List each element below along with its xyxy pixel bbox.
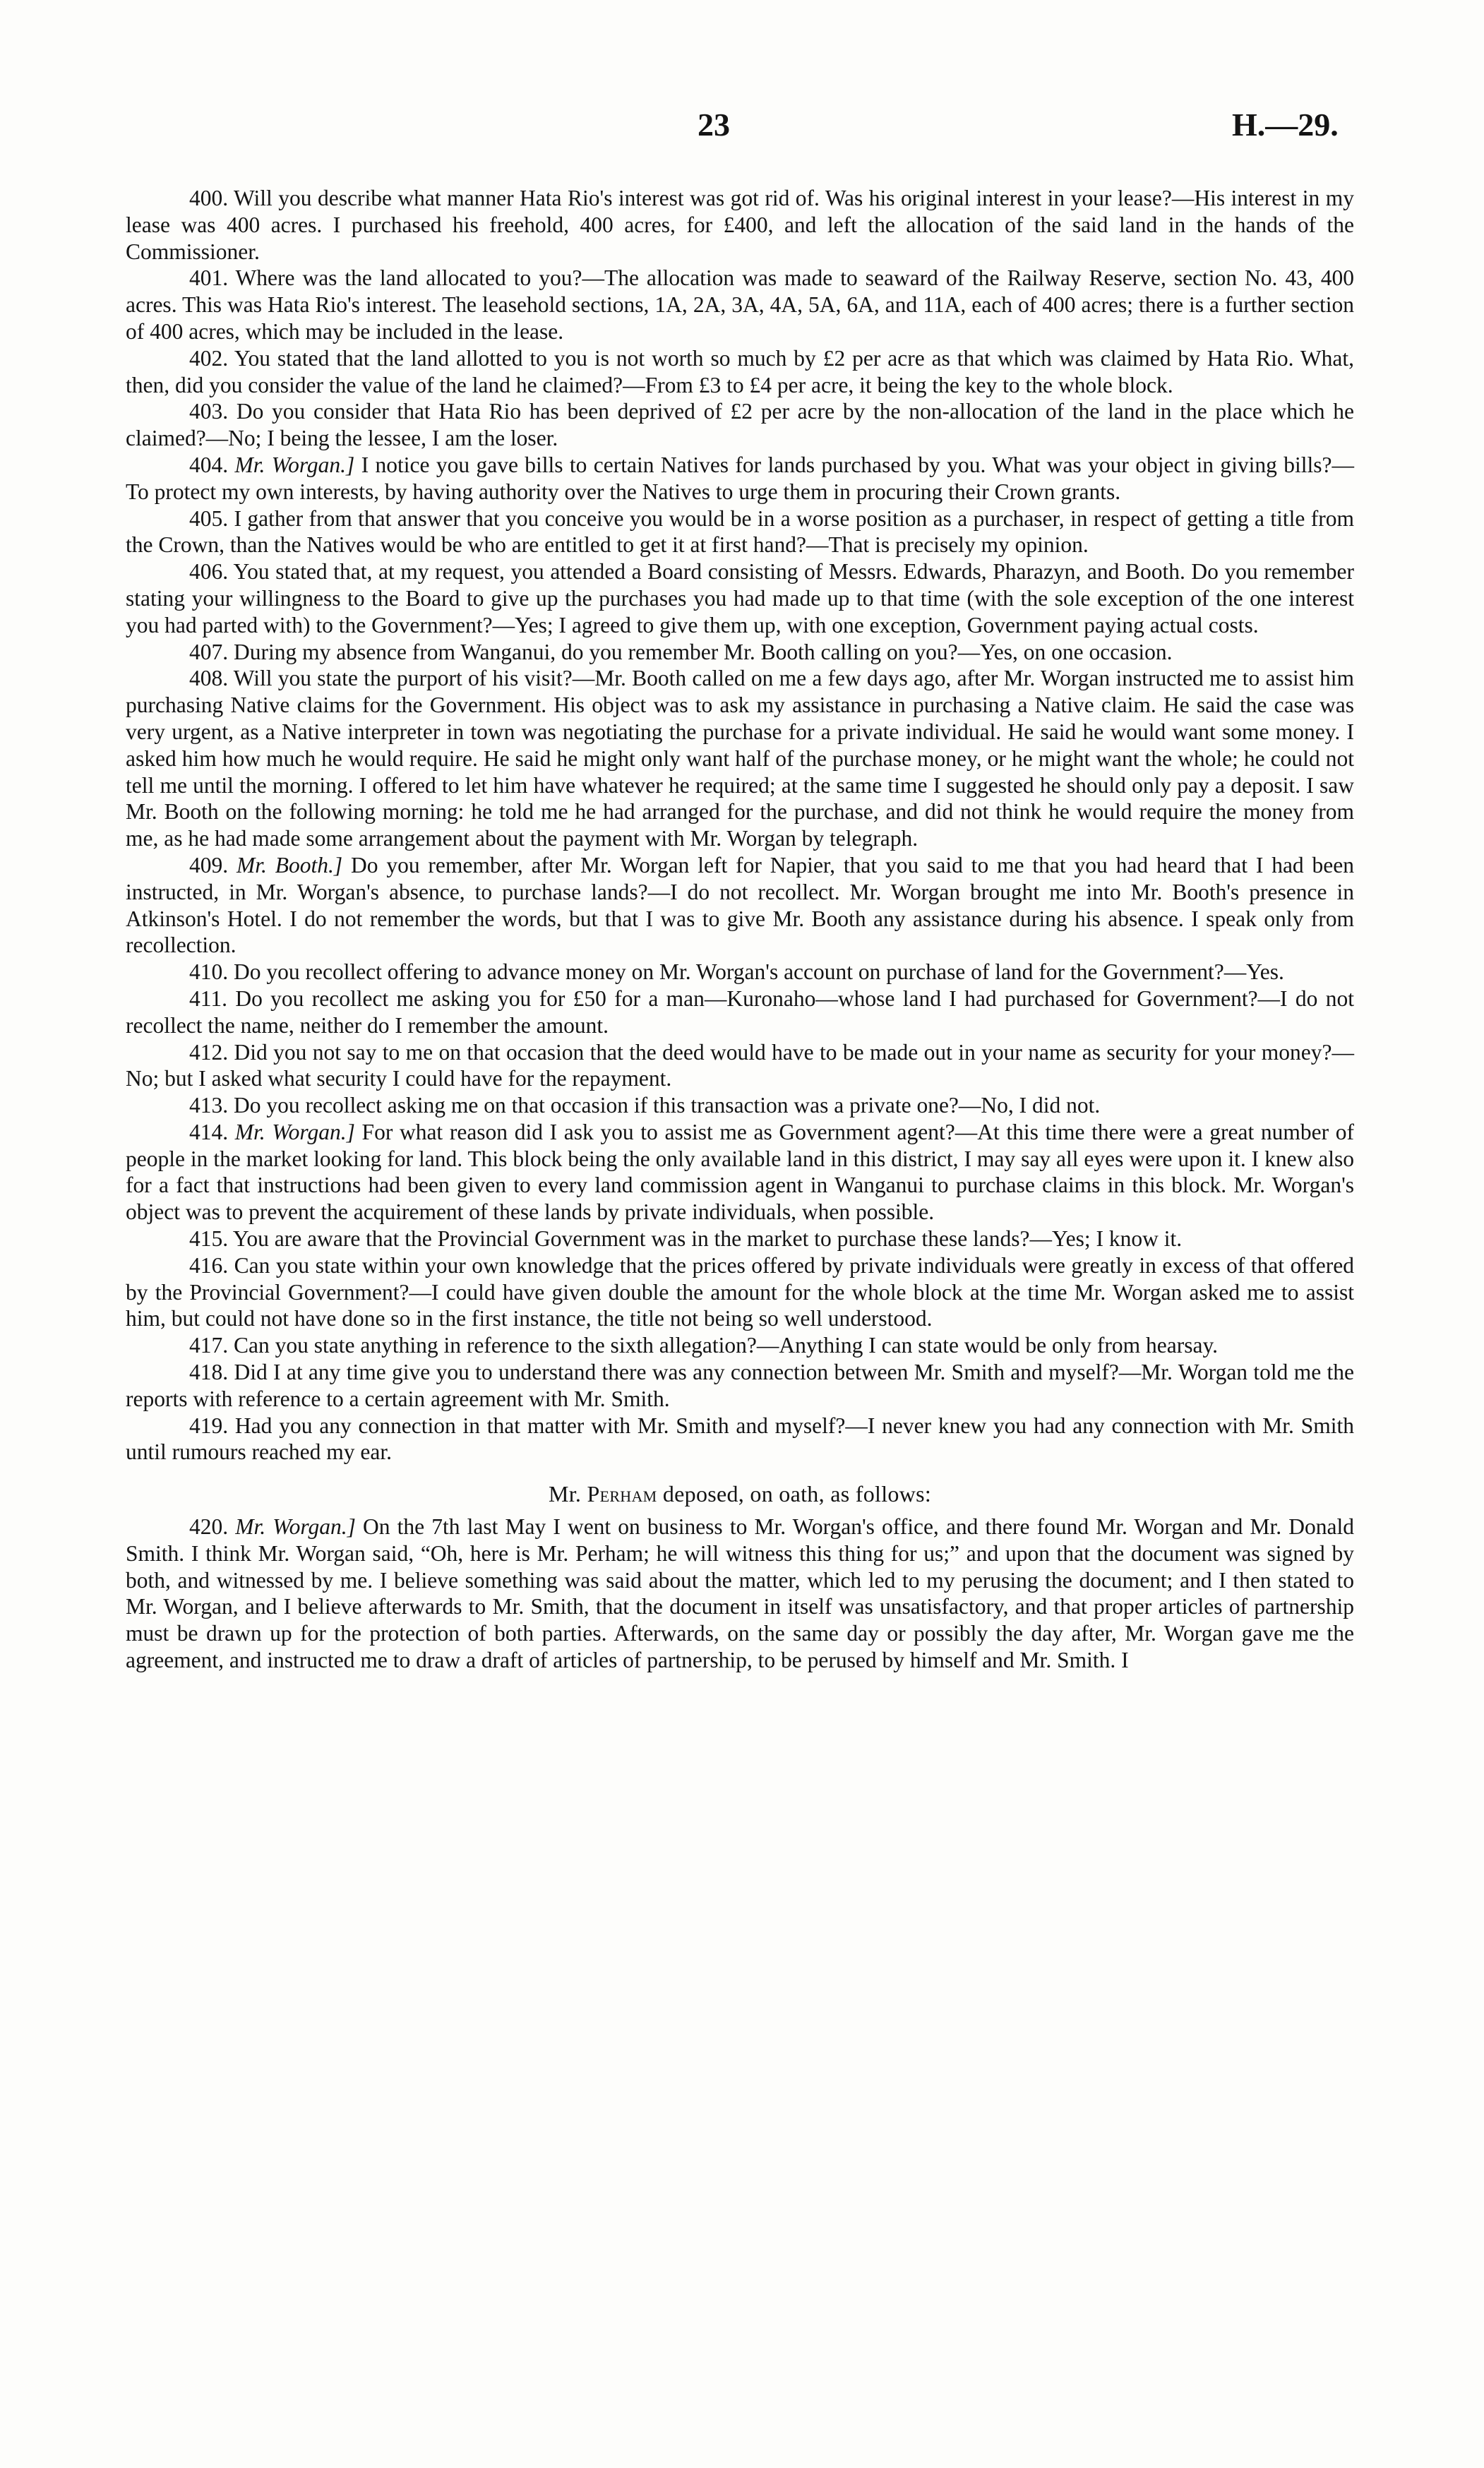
question-number: 405. <box>189 505 229 531</box>
paragraph-text: Do you recollect offering to advance money on Mr. Worgan's account on purchase of land for the Government?—Yes. <box>228 959 1284 985</box>
paragraph-408 <box>126 665 1354 852</box>
question-number: 407. <box>189 639 229 664</box>
question-number: 417. <box>189 1333 229 1358</box>
paragraph-403 <box>126 398 1354 452</box>
question-number: 416. <box>189 1252 229 1278</box>
paragraph-404 <box>126 452 1354 505</box>
paragraph-text: You are aware that the Provincial Government was in the market to purchase these lands?—Yes; I know it. <box>228 1226 1183 1252</box>
question-number: 402. <box>189 345 229 371</box>
paragraph-400 <box>126 185 1354 265</box>
paragraph-413 <box>126 1092 1354 1119</box>
question-number: 414. <box>189 1119 229 1144</box>
paragraph-text: Do you consider that Hata Rio has been deprived of £2 per acre by the non-allocation of the land in the place which he claimed?—No; I being the lessee, I am the loser. <box>126 399 1354 451</box>
paragraph-text: Where was the land allocated to you?—The allocation was made to seaward of the Railway Reserve, section No. 43, 400 acres. This was Hata Rio's interest. The leasehold sections, 1A, 2A, 3A, 4A, 5A, 6A, and 11A, each of 400 acres; there is a further section of 400 acres, which may be included in the lease. <box>126 265 1354 344</box>
paragraph-405 <box>126 505 1354 559</box>
paragraph-417 <box>126 1332 1354 1359</box>
paragraph-text: Did I at any time give you to understand there was any connection between Mr. Smith and myself?—Mr. Worgan told me the reports with reference to a certain agreement with Mr. Smith. <box>126 1360 1354 1411</box>
speaker: Mr. Booth.] <box>236 852 343 877</box>
speaker: Mr. Worgan.] <box>234 452 355 477</box>
section-heading <box>126 1481 1354 1508</box>
question-number: 400. <box>189 186 229 210</box>
paragraph-text: I gather from that answer that you conceive you would be in a worse position as a purchaser, in respect of getting a title from the Crown, than the Natives would be who are entitled to get it at first hand?—That is precisely my opinion. <box>126 505 1354 558</box>
paragraph-406 <box>126 558 1354 638</box>
paragraph-text: You stated that, at my request, you attended a Board consisting of Messrs. Edwards, Pharazyn, and Booth. Do you remember stating your willingness to the Board to give up the purchases you had made up to that time (with the sole exception of the one interest you had parted with) to the Government?—Yes; I agreed to give them up, with one exception, Government paying actual costs. <box>126 559 1354 637</box>
paragraph-text: Will you state the purport of his visit?—Mr. Booth called on me a few days ago, after Mr. Worgan instructed me to assist him purchasing Native claims for the Government. His object was to ask my assistance in purchasing a Native claim. He said the case was very urgent, as a Native interpreter in town was negotiating the purchase for a private individual. He said he would want some money. I asked him how much he would require. He said he might only want half of the purchase money, or he might want the whole; he could not tell me until the morning. I offered to let him have whatever he required; at the same time I suggested he should only pay a deposit. I saw Mr. Booth on the following morning: he told me he had arranged for the purchase, and did not think he would require the money from me, as he had made some arrangement about the payment with Mr. Worgan by telegraph. <box>126 666 1354 851</box>
paragraph-409 <box>126 852 1354 959</box>
paragraph-402 <box>126 345 1354 399</box>
question-number: 419. <box>189 1413 229 1438</box>
question-number: 406. <box>189 559 229 585</box>
paragraph-text: Had you any connection in that matter with Mr. Smith and myself?—I never knew you had any connection with Mr. Smith until rumours reached my ear. <box>126 1413 1354 1465</box>
question-number: 418. <box>189 1360 229 1385</box>
paragraph-415 <box>126 1226 1354 1252</box>
paragraph-416 <box>126 1252 1354 1332</box>
section-prefix: Mr. <box>548 1481 587 1507</box>
question-number: 404. <box>189 452 229 477</box>
page-number: 23 <box>698 107 730 143</box>
document-body <box>126 185 1354 1674</box>
paragraph-text: Can you state within your own knowledge that the prices offered by private individuals were greatly in excess of that offered by the Provincial Government?—I could have given double the amount for the whole block at the time Mr. Worgan asked me to assist him, but could not have done so in the first instance, the title not being so well understood. <box>126 1252 1354 1331</box>
paragraph-text: I notice you gave bills to certain Natives for lands purchased by you. What was your object in giving bills?—To protect my own interests, by having authority over the Natives to urge them in procuring their Crown grants. <box>126 452 1355 504</box>
question-number: 420. <box>189 1514 229 1540</box>
speaker: Mr. Worgan.] <box>234 1119 355 1144</box>
question-number: 412. <box>189 1039 229 1065</box>
paragraph-text: During my absence from Wanganui, do you remember Mr. Booth calling on you?—Yes, on one occasion. <box>228 639 1173 664</box>
question-number: 409. <box>189 852 229 877</box>
paragraph-text: Do you recollect me asking you for £50 for a man—Kuronaho—whose land I had purchased for Government?—I do not recollect the name, neither do I remember the amount. <box>126 986 1354 1038</box>
question-number: 413. <box>189 1093 229 1118</box>
question-number: 411. <box>189 986 227 1011</box>
paragraph-text: Do you recollect asking me on that occasion if this transaction was a private one?—No, I did not. <box>228 1093 1101 1118</box>
document-reference: H.—29. <box>1232 107 1339 143</box>
section-suffix: deposed, on oath, as follows: <box>657 1481 932 1507</box>
question-number: 415. <box>189 1226 229 1252</box>
paragraph-text: For what reason did I ask you to assist me as Government agent?—At this time there were a great number of people in the market looking for land. This block being the only available land in this district, I may say all eyes were upon it. I knew also for a fact that instructions had been given to every land commission agent in Wanganui to purchase claims in this block. Mr. Worgan's object was to prevent the acquirement of these lands by private individuals, when possible. <box>126 1119 1354 1225</box>
paragraph-text: On the 7th last May I went on business to Mr. Worgan's office, and there found Mr. Worgan and Mr. Donald Smith. I think Mr. Worgan said, “Oh, here is Mr. Perham; he will witness this thing for us;” and upon that the document was signed by both, and witnessed by me. I believe something was said about the matter, which led to my perusing the document; and I then stated to Mr. Worgan, and I believe afterwards to Mr. Smith, that the document in itself was unsatisfactory, and that proper articles of partnership must be drawn up for the protection of both parties. Afterwards, on the same day or possibly the day after, Mr. Worgan gave me the agreement, and instructed me to draw a draft of articles of partnership, to be perused by himself and Mr. Smith. I <box>126 1514 1355 1673</box>
paragraph-text: Did you not say to me on that occasion that the deed would have to be made out in your name as security for your money?—No; but I asked what security I could have for the repayment. <box>126 1039 1354 1091</box>
paragraph-412 <box>126 1039 1354 1093</box>
paragraph-419 <box>126 1413 1354 1466</box>
question-number: 401. <box>189 265 229 291</box>
paragraph-414 <box>126 1119 1354 1226</box>
paragraph-text: Will you describe what manner Hata Rio's interest was got rid of. Was his original interest in your lease?—His interest in my lease was 400 acres. I purchased his freehold, 400 acres, for £400, and left the allocation of the said land in the hands of the Commissioner. <box>126 186 1354 264</box>
paragraph-410 <box>126 959 1354 986</box>
question-number: 408. <box>189 666 229 691</box>
paragraph-411 <box>126 986 1354 1039</box>
witness-name: Perham <box>587 1481 657 1507</box>
question-number: 403. <box>189 399 229 424</box>
paragraph-text: Can you state anything in reference to the sixth allegation?—Anything I can state would be only from hearsay. <box>228 1333 1219 1358</box>
paragraph-420 <box>126 1514 1354 1674</box>
speaker: Mr. Worgan.] <box>235 1514 356 1540</box>
paragraph-text: Do you remember, after Mr. Worgan left for Napier, that you said to me that you had heard that I had been instructed, in Mr. Worgan's absence, to purchase lands?—I do not recollect. Mr. Worgan brought me into Mr. Booth's presence in Atkinson's Hotel. I do not remember the words, but that I was to give Mr. Booth any assistance during his absence. I speak only from recollection. <box>126 852 1354 958</box>
paragraph-407 <box>126 639 1354 666</box>
paragraph-401 <box>126 265 1354 345</box>
paragraph-418 <box>126 1359 1354 1413</box>
paragraph-text: You stated that the land allotted to you is not worth so much by £2 per acre as that which was claimed by Hata Rio. What, then, did you consider the value of the land he claimed?—From £3 to £4 per acre, it being the key to the whole block. <box>126 345 1354 397</box>
question-number: 410. <box>189 959 229 985</box>
